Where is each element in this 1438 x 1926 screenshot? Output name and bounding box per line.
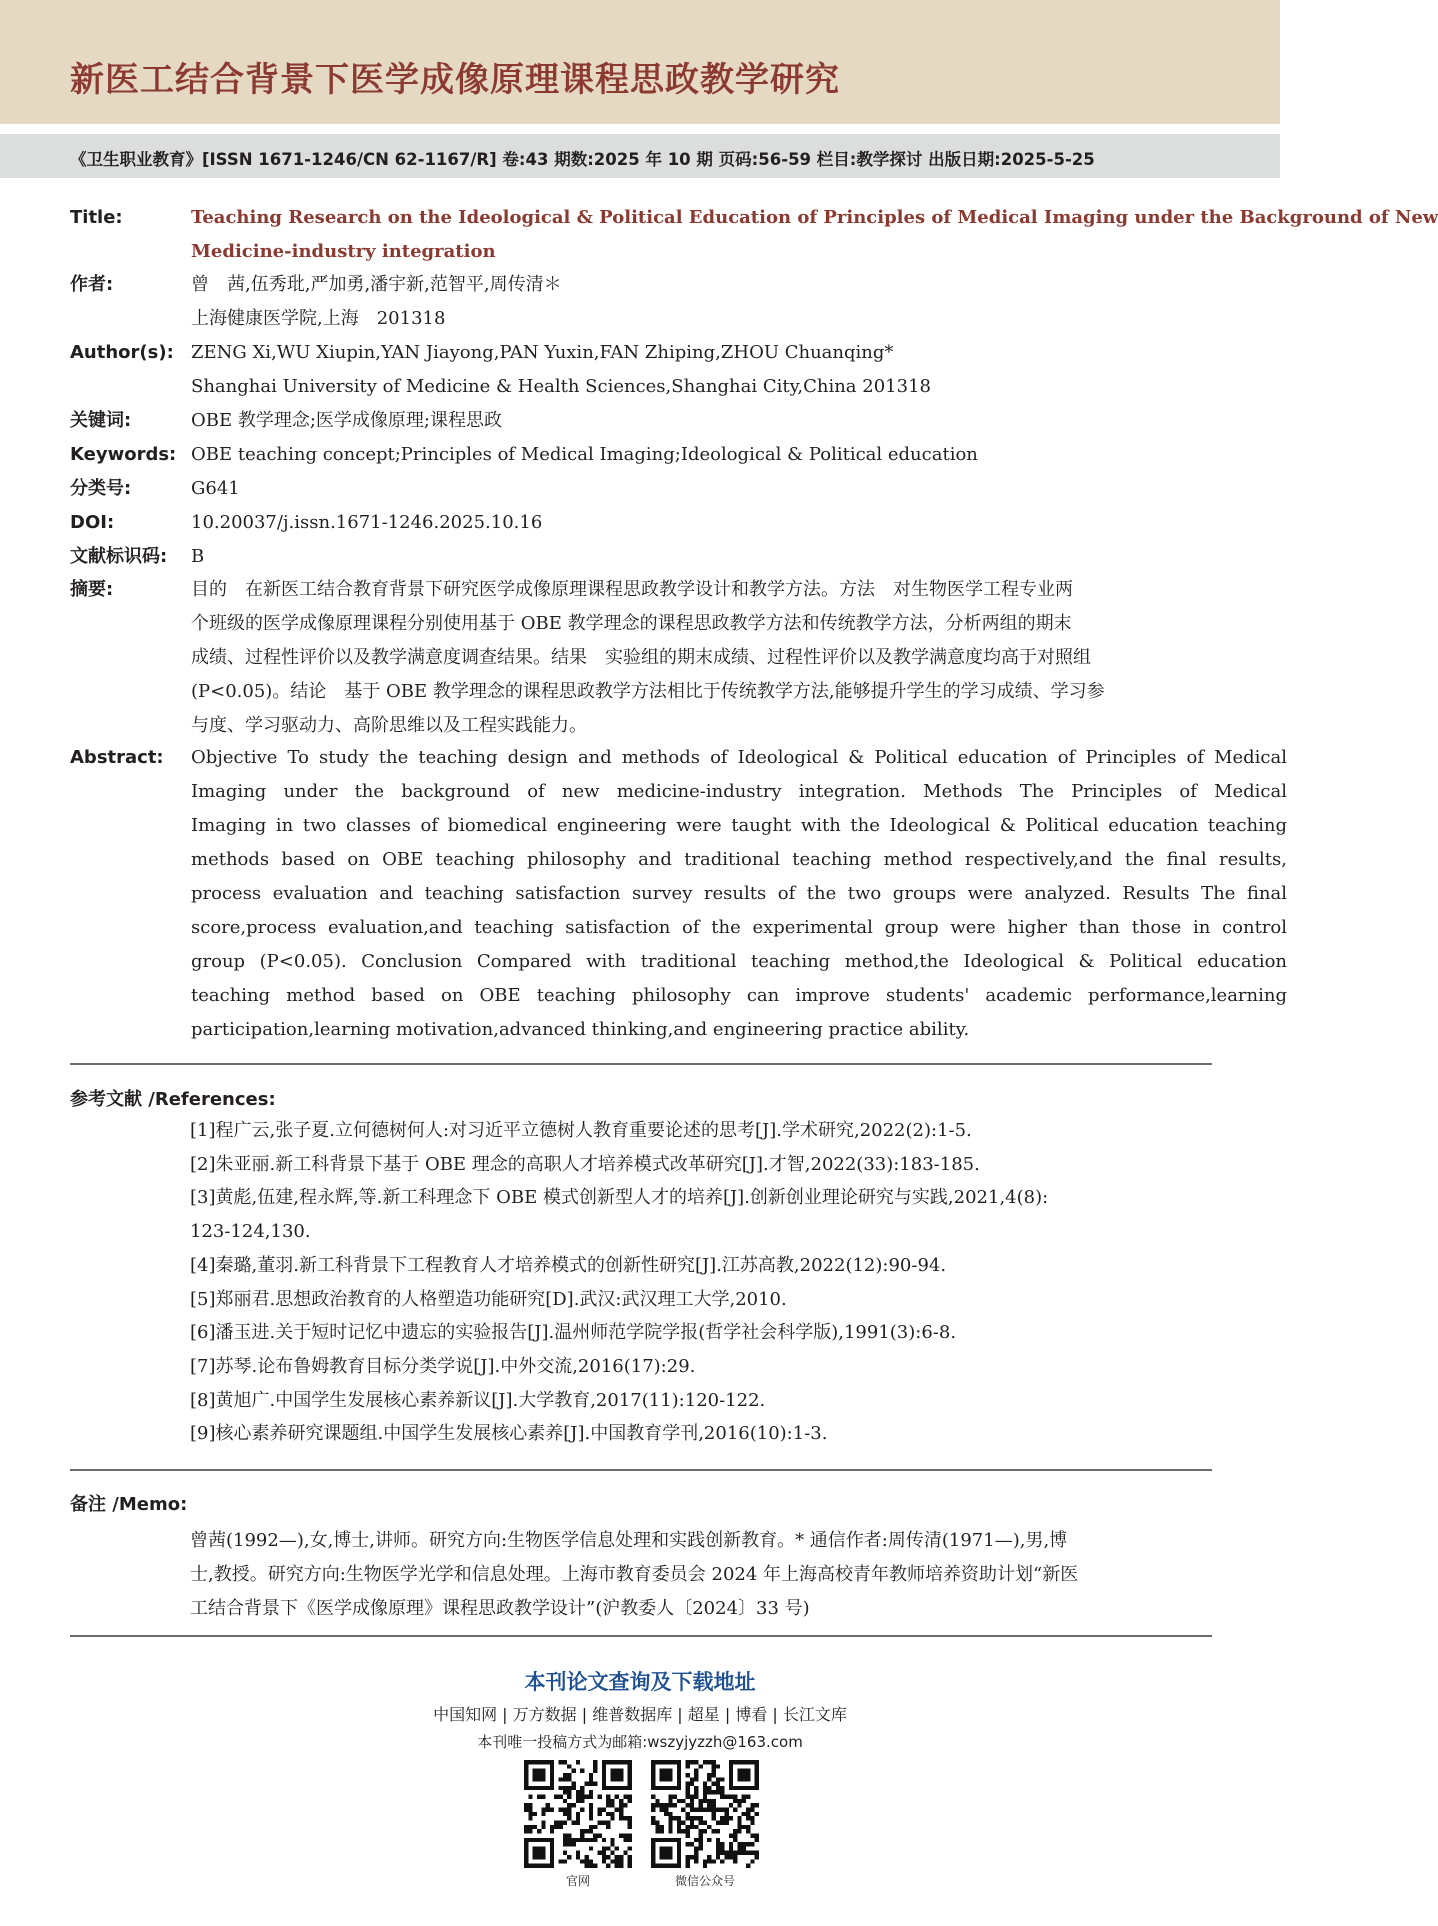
memo-heading: 备注 /Memo: [70,1494,188,1515]
abstract-en-line: methods based on OBE teaching philosophy and traditional teaching method respectively,and the final results, [191,849,1287,870]
english-title [191,201,1438,269]
qr-code-icon [651,1760,759,1868]
memo-line: 工结合背景下《医学成像原理》课程思政教学设计”(沪教委人〔2024〕33 号) [190,1598,810,1619]
reference-item: [2]朱亚丽.新工科背景下基于 OBE 理念的高职人才培养模式改革研究[J].才智,2022(33):183-185. [190,1153,980,1175]
doi-label: DOI: [70,512,115,533]
authors-en-names: ZENG Xi,WU Xiupin,YAN Jiayong,PAN Yuxin,FAN Zhiping,ZHOU Chuanqing* [191,342,894,363]
abstract-cn [191,573,1287,743]
abstract-en-line: process evaluation and teaching satisfaction survey results of the two groups were analyzed. Results The final [191,883,1287,904]
abstract-en-line: teaching method based on OBE teaching philosophy can improve students' academic performance,learning [191,985,1287,1006]
doc-code: B [191,546,205,567]
doi-value [191,506,1287,540]
website-qr-code[interactable] [524,1760,632,1868]
authors-cn [191,268,1287,336]
doc-code-label: 文献标识码: [70,546,168,567]
affiliation-cn: 上海健康医学院,上海 201318 [191,308,446,329]
wechat-qr-code[interactable] [651,1760,759,1868]
references-list [190,1114,1220,1451]
citation-info: 《卫生职业教育》[ISSN 1671-1246/CN 62-1167/R] 卷:43 期数:2025 年 10 期 页码:56-59 栏目:教学探讨 出版日期:2025-5-25 [70,150,1095,169]
abstract-en [191,741,1287,1047]
class-no-label: 分类号: [70,478,132,499]
class-no-value [191,472,1287,506]
doi: 10.20037/j.issn.1671-1246.2025.10.16 [191,512,543,533]
memo-line: 曾茜(1992—),女,博士,讲师。研究方向:生物医学信息处理和实践创新教育。* 通信作者:周传清(1971—),男,博 [190,1530,1068,1551]
download-heading: 本刊论文查询及下载地址 [524,1670,756,1694]
abstract-cn-line: 目的 在新医工结合教育背景下研究医学成像原理课程思政教学设计和教学方法。方法 对生物医学工程专业两 [191,579,1073,600]
reference-item: 123-124,130. [190,1221,311,1243]
section-divider [70,1469,1212,1471]
website-qr-caption: 官网 [565,1874,590,1888]
reference-item: [9]核心素养研究课题组.中国学生发展核心素养[J].中国教育学刊,2016(10):1-3. [190,1423,828,1445]
authors-cn-names: 曾 茜,伍秀玭,严加勇,潘宇新,范智平,周传清＊ [191,274,562,295]
section-divider [70,1063,1212,1065]
keywords-cn-value [191,404,1287,438]
class-no: G641 [191,478,240,499]
memo-text [190,1524,1220,1626]
affiliation-en: Shanghai University of Medicine & Health Sciences,Shanghai City,China 201318 [191,376,931,397]
doc-code-value [191,540,1287,574]
keywords-cn-label: 关键词: [70,410,132,431]
abstract-en-label: Abstract: [70,747,164,768]
keywords-cn: OBE 教学理念;医学成像原理;课程思政 [191,410,502,431]
submission-email: 本刊唯一投稿方式为邮箱:wszyjyzzh@163.com [477,1733,803,1751]
abstract-en-line: Imaging in two classes of biomedical engineering were taught with the Ideological & Political education teaching [191,815,1287,836]
keywords-en-value [191,438,1287,472]
section-divider [70,1635,1212,1637]
reference-item: [4]秦璐,董羽.新工科背景下工程教育人才培养模式的创新性研究[J].江苏高教,2022(12):90-94. [190,1254,947,1276]
authors-cn-label: 作者: [70,274,114,295]
reference-item: [5]郑丽君.思想政治教育的人格塑造功能研究[D].武汉:武汉理工大学,2010. [190,1288,787,1310]
abstract-en-line: score,process evaluation,and teaching satisfaction of the experimental group were higher than those in control [191,917,1287,938]
references-heading: 参考文献 /References: [70,1089,276,1110]
abstract-en-line: group (P<0.05). Conclusion Compared with traditional teaching method,the Ideological & Political education [191,951,1287,972]
memo-line: 士,教授。研究方向:生物医学光学和信息处理。上海市教育委员会 2024 年上海高校青年教师培养资助计划“新医 [190,1564,1079,1585]
abstract-cn-line: 个班级的医学成像原理课程分别使用基于 OBE 教学理念的课程思政教学方法和传统教学方法，分析两组的期末 [191,613,1072,634]
title-label: Title: [70,207,123,228]
keywords-en: OBE teaching concept;Principles of Medical Imaging;Ideological & Political education [191,444,978,465]
abstract-en-line: participation,learning motivation,advanced thinking,and engineering practice ability. [191,1019,970,1040]
abstract-cn-line: 与度、学习驱动力、高阶思维以及工程实践能力。 [191,715,587,736]
abstract-cn-line: 成绩、过程性评价以及教学满意度调查结果。结果 实验组的期末成绩、过程性评价以及教学满意度均高于对照组 [191,647,1091,668]
abstract-cn-label: 摘要: [70,579,114,600]
wechat-qr-caption: 微信公众号 [674,1874,735,1888]
english-title-line: Teaching Research on the Ideological & Political Education of Principles of Medical Imaging under the Background of New [191,207,1438,228]
database-list: 中国知网 | 万方数据 | 维普数据库 | 超星 | 博看 | 长江文库 [433,1705,847,1724]
article-title: 新医工结合背景下医学成像原理课程思政教学研究 [70,60,840,100]
english-title-line: Medicine-industry integration [191,241,496,262]
abstract-en-line: Imaging under the background of new medicine-industry integration. Methods The Principles of Medical [191,781,1287,802]
reference-item: [8]黄旭广.中国学生发展核心素养新议[J].大学教育,2017(11):120-122. [190,1389,766,1411]
reference-item: [7]苏琴.论布鲁姆教育目标分类学说[J].中外交流,2016(17):29. [190,1355,696,1377]
reference-item: [3]黄彪,伍建,程永辉,等.新工科理念下 OBE 模式创新型人才的培养[J].创新创业理论研究与实践,2021,4(8): [190,1187,1049,1209]
authors-en [191,336,1287,404]
authors-en-label: Author(s): [70,342,174,363]
reference-item: [1]程广云,张子夏.立何德树何人:对习近平立德树人教育重要论述的思考[J].学术研究,2022(2):1-5. [190,1120,972,1141]
abstract-cn-line: (P<0.05)。结论 基于 OBE 教学理念的课程思政教学方法相比于传统教学方法,能够提升学生的学习成绩、学习参 [191,681,1105,702]
qr-code-icon [524,1760,632,1868]
keywords-en-label: Keywords: [70,444,177,465]
reference-item: [6]潘玉进.关于短时记忆中遗忘的实验报告[J].温州师范学院学报(哲学社会科学版),1991(3):6-8. [190,1322,957,1344]
abstract-en-line: Objective To study the teaching design and methods of Ideological & Political education of Principles of Medical [191,747,1287,768]
